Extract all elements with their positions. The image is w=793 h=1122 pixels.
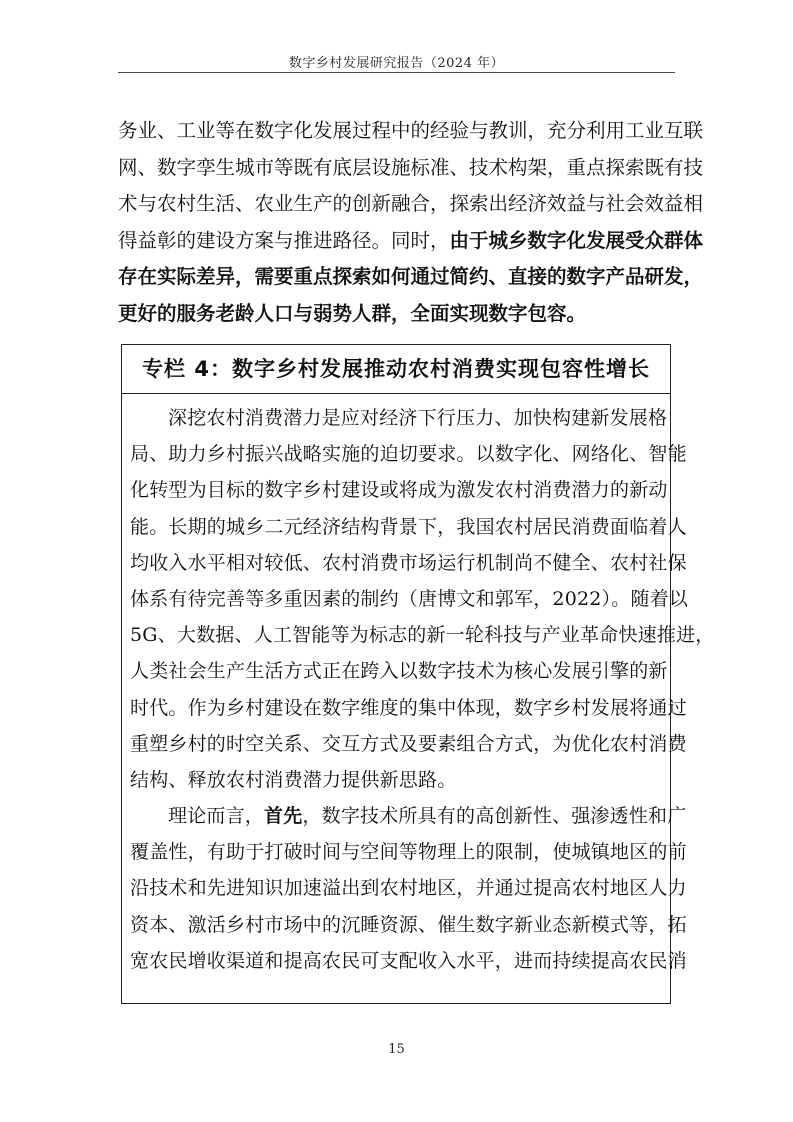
box-p1-line-9: 时代。作为乡村建设在数字维度的集中体现，数字乡村发展将通过 bbox=[130, 696, 687, 719]
intro-line-4-bold: 由于城乡数字化发展受众群体 bbox=[449, 228, 704, 252]
intro-line-4-text: 得益彰的建设方案与推进路径。同时， bbox=[118, 228, 450, 252]
box-p1-line-2: 局、助力乡村振兴战略实施的迫切要求。以数字化、网络化、智能 bbox=[130, 443, 687, 466]
intro-line-2: 网、数字孪生城市等既有底层设施标准、技术构架，重点探索既有技 bbox=[118, 155, 704, 179]
box-p2-line-5: 宽农民增收渠道和提高农民可支配收入水平，进而持续提高农民消 bbox=[130, 949, 687, 972]
box-p1-line-3: 化转型为目标的数字乡村建设或将成为激发农村消费潜力的新动 bbox=[130, 479, 668, 502]
box-p2-line-3: 沿技术和先进知识加速溢出到农村地区，并通过提高农村地区人力 bbox=[130, 877, 687, 900]
box-p1-line-10: 重塑乡村的时空关系、交互方式及要素组合方式，为优化农村消费 bbox=[130, 732, 687, 755]
header-rule bbox=[118, 72, 675, 73]
intro-line-1: 务业、工业等在数字化发展过程中的经验与教训，充分利用工业互联 bbox=[118, 119, 704, 142]
box-body bbox=[122, 394, 715, 979]
box-title: 专栏 4：数字乡村发展推动农村消费实现包容性增长 bbox=[122, 345, 670, 394]
intro-line-3: 术与农村生活、农业生产的创新融合，探索出经济效益与社会效益相 bbox=[118, 192, 704, 215]
running-header: 数字乡村发展研究报告（2024 年） bbox=[288, 56, 505, 71]
sidebar-box bbox=[121, 344, 715, 1004]
intro-bold-line-2: 更好的服务老龄人口与弱势人群，全面实现数字包容。 bbox=[118, 301, 587, 325]
intro-paragraph bbox=[118, 113, 704, 332]
box-p1-line-4: 能。长期的城乡二元经济结构背景下，我国农村居民消费面临着人 bbox=[130, 515, 687, 538]
box-p1-line-6: 体系有待完善等多重因素的制约（唐博文和郭军，2022）。随着以 bbox=[130, 587, 689, 610]
box-p1-line-8: 人类社会生产生活方式正在跨入以数字技术为核心发展引擎的新 bbox=[130, 660, 668, 683]
box-p1-line-11: 结构、释放农村消费潜力提供新思路。 bbox=[130, 768, 457, 791]
box-p1-line-7: 5G、大数据、人工智能等为标志的新一轮科技与产业革命快速推进， bbox=[130, 624, 715, 647]
box-p2-rest: ，数字技术所具有的高创新性、强渗透性和广 bbox=[302, 805, 687, 828]
box-p1-line-1: 深挖农村消费潜力是应对经济下行压力、加快构建新发展格 bbox=[168, 407, 668, 429]
box-p2-line-1 bbox=[130, 798, 687, 834]
intro-bold-line-1: 存在实际差异，需要重点探索如何通过简约、直接的数字产品研发， bbox=[118, 265, 704, 288]
page-number: 15 bbox=[388, 1042, 405, 1057]
box-p2-bold: 首先 bbox=[264, 805, 303, 828]
box-p1-line-5: 均收入水平相对较低、农村消费市场运行机制尚不健全、农村社保 bbox=[130, 551, 687, 574]
box-p2-prefix: 理论而言， bbox=[168, 805, 265, 828]
intro-line-4 bbox=[118, 223, 704, 260]
box-p2-line-4: 资本、激活乡村市场中的沉睡资源、催生数字新业态新模式等，拓 bbox=[130, 913, 687, 936]
box-p2-line-2: 覆盖性，有助于打破时间与空间等物理上的限制，使城镇地区的前 bbox=[130, 841, 687, 864]
